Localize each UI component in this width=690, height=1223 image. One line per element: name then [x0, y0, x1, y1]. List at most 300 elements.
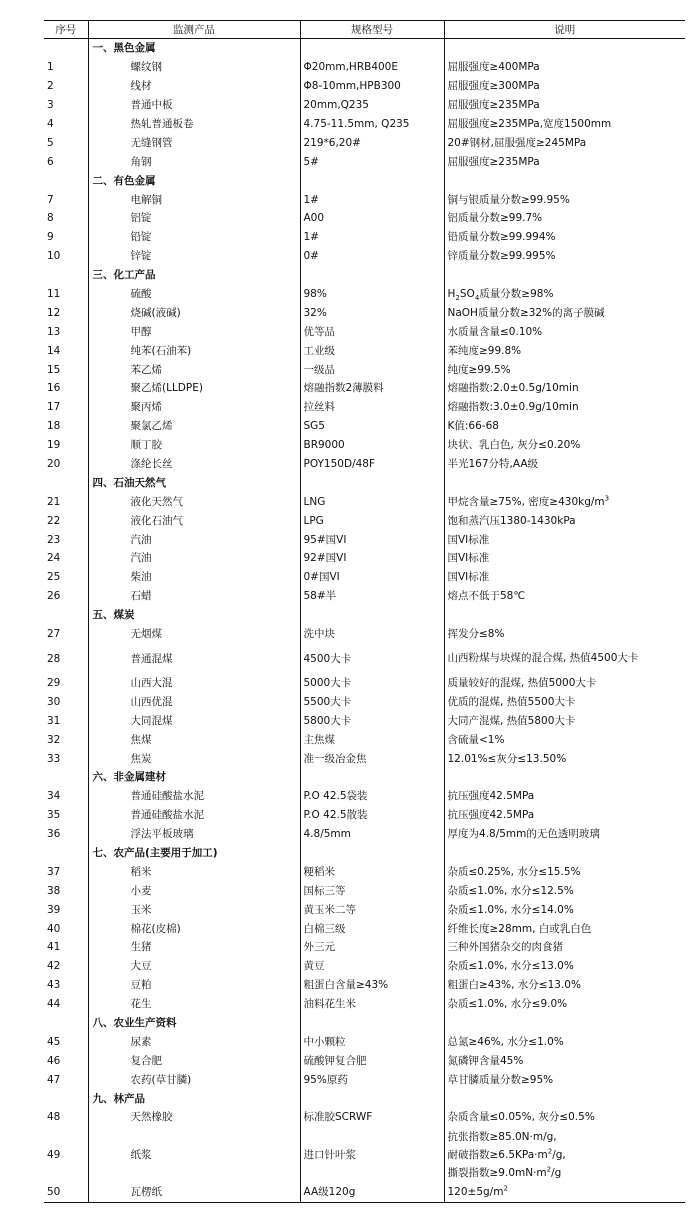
- product-note: 国VI标准: [444, 549, 685, 568]
- row-number: 48: [47, 1111, 61, 1124]
- spec-model: 一级品: [300, 360, 444, 379]
- row-number: 2: [47, 80, 54, 93]
- row-number: 39: [47, 903, 61, 916]
- product-name: 山西大混: [88, 674, 300, 693]
- header-spec: 规格型号: [300, 21, 444, 39]
- table-row: [44, 209, 685, 228]
- row-number: 44: [47, 998, 61, 1011]
- row-number: 5: [47, 136, 54, 149]
- product-note: 国VI标准: [444, 568, 685, 587]
- spec-model: 准一级冶金焦: [300, 749, 444, 768]
- product-note: 抗压强度42.5MPa: [444, 806, 685, 825]
- row-number: 14: [47, 344, 61, 357]
- row-number: 42: [47, 960, 61, 973]
- product-name: 聚丙烯: [88, 398, 300, 417]
- table-row: [44, 900, 685, 919]
- product-name: 汽油: [88, 530, 300, 549]
- product-note: 12.01%≤灰分≤13.50%: [444, 749, 685, 768]
- product-note: 杂质含量≤0.05%, 灰分≤0.5%: [444, 1108, 685, 1127]
- table-row: [44, 417, 685, 436]
- product-name: 苯乙烯: [88, 360, 300, 379]
- spec-model: 92#国VI: [300, 549, 444, 568]
- spec-model: 工业级: [300, 341, 444, 360]
- note-line: [448, 1146, 686, 1164]
- row-number: 6: [47, 155, 54, 168]
- product-name: 大同混煤: [88, 711, 300, 730]
- product-note: 熔点不低于58℃: [444, 587, 685, 606]
- product-name: 豆粕: [88, 976, 300, 995]
- product-note: 山西粉煤与块煤的混合煤, 热值4500大卡: [444, 644, 685, 674]
- spec-model: 黄豆: [300, 957, 444, 976]
- product-name: 铝锭: [88, 209, 300, 228]
- product-name: 硫酸: [88, 285, 300, 304]
- spec-model: LPG: [300, 511, 444, 530]
- product-note: 总氮≥46%, 水分≤1.0%: [444, 1032, 685, 1051]
- spec-model: 硫酸钾复合肥: [300, 1051, 444, 1070]
- table-row: [44, 152, 685, 171]
- section-row: [44, 1089, 685, 1108]
- row-number: 26: [47, 590, 61, 603]
- table-row: [44, 749, 685, 768]
- spec-model: 熔融指数2薄膜料: [300, 379, 444, 398]
- table-row: [44, 1032, 685, 1051]
- product-name: 普通中板: [88, 96, 300, 115]
- product-note: 块状、乳白色, 灰分≤0.20%: [444, 436, 685, 455]
- row-number: 19: [47, 439, 61, 452]
- section-row: [44, 171, 685, 190]
- table-row: [44, 549, 685, 568]
- spec-model: 0#: [300, 247, 444, 266]
- product-name: 农药(草甘膦): [88, 1070, 300, 1089]
- product-name: 普通硅酸盐水泥: [88, 787, 300, 806]
- section-row: [44, 606, 685, 625]
- row-number: 13: [47, 325, 61, 338]
- table-row: [44, 115, 685, 134]
- spec-model: 95%原药: [300, 1070, 444, 1089]
- spec-model: SG5: [300, 417, 444, 436]
- product-spec-table: [44, 20, 685, 1203]
- product-note: 熔融指数:2.0±0.5g/10min: [444, 379, 685, 398]
- product-note: 厚度为4.8/5mm的无色透明玻璃: [444, 825, 685, 844]
- section-spec-cell: [300, 171, 444, 190]
- product-name: 铅锭: [88, 228, 300, 247]
- spec-model: 黄玉米二等: [300, 900, 444, 919]
- table-row: [44, 96, 685, 115]
- spec-model: 1#: [300, 228, 444, 247]
- spec-model: 0#国VI: [300, 568, 444, 587]
- product-note: 国VI标准: [444, 530, 685, 549]
- table-row: [44, 862, 685, 881]
- spec-model: 5800大卡: [300, 711, 444, 730]
- spec-model: A00: [300, 209, 444, 228]
- table-row: [44, 825, 685, 844]
- product-name: 甲醇: [88, 322, 300, 341]
- table-row: [44, 322, 685, 341]
- spec-model: 进口针叶浆: [300, 1127, 444, 1183]
- product-name: 烧碱(液碱): [88, 303, 300, 322]
- note-text: /g,: [552, 1148, 566, 1161]
- section-spec-cell: [300, 266, 444, 285]
- spec-model: 4.75-11.5mm, Q235: [300, 115, 444, 134]
- table-row: [44, 436, 685, 455]
- note-text: H: [447, 288, 456, 301]
- product-note: 苯纯度≥99.8%: [444, 341, 685, 360]
- product-name: 顺丁胶: [88, 436, 300, 455]
- product-name: 棉花(皮棉): [88, 919, 300, 938]
- product-note: 屈服强度≥235MPa: [444, 152, 685, 171]
- product-name: 聚氯乙烯: [88, 417, 300, 436]
- product-note: 屈服强度≥400MPa: [444, 58, 685, 77]
- section-row: [44, 473, 685, 492]
- note-superscript: 2: [546, 1165, 552, 1174]
- row-number: 37: [47, 865, 61, 878]
- spec-model: 主焦煤: [300, 730, 444, 749]
- product-note: 大同产混煤, 热值5800大卡: [444, 711, 685, 730]
- product-name: 纯苯(石油苯): [88, 341, 300, 360]
- spec-model: 32%: [300, 303, 444, 322]
- note-text: 甲烷含量≥75%, 密度≥430kg/m: [447, 495, 605, 508]
- spec-model: 拉丝料: [300, 398, 444, 417]
- table-row: [44, 957, 685, 976]
- row-number: 33: [47, 752, 61, 765]
- table-row: [44, 881, 685, 900]
- product-note: 铅质量分数≥99.994%: [444, 228, 685, 247]
- product-name: 柴油: [88, 568, 300, 587]
- table-row: [44, 360, 685, 379]
- row-number: 4: [47, 118, 54, 130]
- table-row: [44, 692, 685, 711]
- row-number: 32: [47, 733, 61, 746]
- table-row: [44, 1183, 685, 1202]
- section-note-cell: [444, 768, 685, 787]
- product-note: 含硫量<1%: [444, 730, 685, 749]
- section-row: [44, 844, 685, 863]
- section-spec-cell: [300, 844, 444, 863]
- spec-model: 中小颗粒: [300, 1032, 444, 1051]
- row-number: 9: [47, 231, 54, 244]
- product-name: 无烟煤: [88, 625, 300, 644]
- product-note: 杂质≤1.0%, 水分≤12.5%: [444, 881, 685, 900]
- table-row: [44, 1051, 685, 1070]
- table-row: [44, 492, 685, 511]
- product-note: 挥发分≤8%: [444, 625, 685, 644]
- product-note: [444, 1127, 685, 1183]
- note-text: 120±5g/m: [447, 1186, 504, 1199]
- row-number: 15: [47, 363, 61, 376]
- table-row: [44, 1108, 685, 1127]
- product-name: 热轧普通板卷: [88, 115, 300, 134]
- spec-model: LNG: [300, 492, 444, 511]
- spec-model: 58#半: [300, 587, 444, 606]
- row-number: 31: [47, 714, 61, 727]
- table-row: [44, 711, 685, 730]
- row-number: 7: [47, 193, 54, 206]
- product-name: 瓦楞纸: [88, 1183, 300, 1202]
- section-no-cell: [44, 473, 88, 492]
- section-no-cell: [44, 39, 88, 58]
- row-number: 10: [47, 250, 61, 263]
- section-note-cell: [444, 844, 685, 863]
- note-text: 质量分数≥98%: [479, 288, 554, 301]
- spec-model: 1#: [300, 190, 444, 209]
- product-name: 石蜡: [88, 587, 300, 606]
- row-number: 38: [47, 884, 61, 897]
- section-no-cell: [44, 1014, 88, 1033]
- header-note: 说明: [444, 21, 685, 39]
- product-name: 液化天然气: [88, 492, 300, 511]
- table-row: [44, 190, 685, 209]
- row-number: 17: [47, 401, 61, 414]
- section-title: 三、化工产品: [88, 266, 300, 285]
- section-title: 七、农产品(主要用于加工): [88, 844, 300, 863]
- section-no-cell: [44, 768, 88, 787]
- section-row: [44, 768, 685, 787]
- row-number: 40: [47, 922, 61, 935]
- row-number: 29: [47, 676, 61, 689]
- table-row: [44, 806, 685, 825]
- section-spec-cell: [300, 768, 444, 787]
- product-name: 电解铜: [88, 190, 300, 209]
- row-number: 30: [47, 695, 61, 708]
- product-name: 汽油: [88, 549, 300, 568]
- row-number: 45: [47, 1035, 61, 1048]
- product-note: 铝质量分数≥99.7%: [444, 209, 685, 228]
- product-name: 普通混煤: [88, 644, 300, 674]
- product-note: 粗蛋白≥43%, 水分≤13.0%: [444, 976, 685, 995]
- section-title: 一、黑色金属: [88, 39, 300, 58]
- spec-model: 5000大卡: [300, 674, 444, 693]
- product-note: 屈服强度≥235MPa,宽度1500mm: [444, 115, 685, 134]
- spec-model: 白棉三级: [300, 919, 444, 938]
- product-note: 铜与银质量分数≥99.95%: [444, 190, 685, 209]
- product-name: 焦炭: [88, 749, 300, 768]
- product-name: 聚乙烯(LLDPE): [88, 379, 300, 398]
- section-no-cell: [44, 844, 88, 863]
- row-number: 36: [47, 828, 61, 841]
- row-number: 35: [47, 809, 61, 822]
- product-name: 角钢: [88, 152, 300, 171]
- product-name: 山西优混: [88, 692, 300, 711]
- product-note: 抗压强度42.5MPa: [444, 787, 685, 806]
- table-row: [44, 228, 685, 247]
- table-row: [44, 58, 685, 77]
- spec-model: 95#国VI: [300, 530, 444, 549]
- section-row: [44, 1014, 685, 1033]
- row-number: 16: [47, 382, 61, 395]
- table-row: [44, 285, 685, 304]
- table-row: [44, 455, 685, 474]
- row-number: 1: [47, 61, 54, 74]
- note-text: /g: [551, 1166, 562, 1179]
- product-name: 天然橡胶: [88, 1108, 300, 1127]
- spec-model: 外三元: [300, 938, 444, 957]
- section-note-cell: [444, 1014, 685, 1033]
- product-name: 液化石油气: [88, 511, 300, 530]
- section-note-cell: [444, 171, 685, 190]
- spec-model: 219*6,20#: [300, 133, 444, 152]
- spec-model: 油料花生米: [300, 995, 444, 1014]
- row-number: 8: [47, 212, 54, 225]
- row-number: 28: [47, 652, 61, 665]
- product-note: 优质的混煤, 热值5500大卡: [444, 692, 685, 711]
- table-row: [44, 976, 685, 995]
- product-name: 花生: [88, 995, 300, 1014]
- section-note-cell: [444, 266, 685, 285]
- section-note-cell: [444, 606, 685, 625]
- section-title: 九、林产品: [88, 1089, 300, 1108]
- spec-model: 粗蛋白含量≥43%: [300, 976, 444, 995]
- section-spec-cell: [300, 39, 444, 58]
- table-row: [44, 625, 685, 644]
- product-name: 大豆: [88, 957, 300, 976]
- row-number: 12: [47, 306, 61, 319]
- note-subscript: 2: [455, 294, 460, 303]
- row-number: 47: [47, 1073, 61, 1086]
- section-note-cell: [444, 1089, 685, 1108]
- table-row: [44, 919, 685, 938]
- section-note-cell: [444, 473, 685, 492]
- section-title: 四、石油天然气: [88, 473, 300, 492]
- spec-model: AA级120g: [300, 1183, 444, 1202]
- note-line: 抗张指数≥85.0N·m/g,: [447, 1130, 557, 1143]
- section-no-cell: [44, 266, 88, 285]
- product-name: 螺纹钢: [88, 58, 300, 77]
- spec-model: 优等品: [300, 322, 444, 341]
- table-row: [44, 379, 685, 398]
- product-note: 纤维长度≥28mm, 白或乳白色: [444, 919, 685, 938]
- product-name: 普通硅酸盐水泥: [88, 806, 300, 825]
- table-row: [44, 341, 685, 360]
- product-name: 线材: [88, 77, 300, 96]
- product-name: 无缝钢管: [88, 133, 300, 152]
- section-spec-cell: [300, 1089, 444, 1108]
- spec-model: 4.8/5mm: [300, 825, 444, 844]
- product-note: 熔融指数:3.0±0.9g/10min: [444, 398, 685, 417]
- note-superscript: 2: [503, 1184, 508, 1193]
- row-number: 24: [47, 552, 61, 565]
- spec-model: 20mm,Q235: [300, 96, 444, 115]
- spec-model: P.O 42.5散装: [300, 806, 444, 825]
- row-number: 3: [47, 99, 54, 112]
- product-name: 锌锭: [88, 247, 300, 266]
- section-title: 八、农业生产资料: [88, 1014, 300, 1033]
- table-row: [44, 730, 685, 749]
- product-note: 杂质≤1.0%, 水分≤9.0%: [444, 995, 685, 1014]
- product-note: 草甘膦质量分数≥95%: [444, 1070, 685, 1089]
- product-note: 屈服强度≥300MPa: [444, 77, 685, 96]
- note-text: 耐破指数≥6.5KPa·m: [447, 1148, 548, 1161]
- product-note: 纯度≥99.5%: [444, 360, 685, 379]
- note-subscript: 4: [474, 294, 480, 303]
- section-title: 六、非金属建材: [88, 768, 300, 787]
- product-note: 氮磷钾含量45%: [444, 1051, 685, 1070]
- product-name: 浮法平板玻璃: [88, 825, 300, 844]
- table-row: [44, 511, 685, 530]
- section-spec-cell: [300, 606, 444, 625]
- product-note: 杂质≤1.0%, 水分≤13.0%: [444, 957, 685, 976]
- product-name: 玉米: [88, 900, 300, 919]
- note-superscript: 3: [604, 494, 610, 503]
- spec-model: 5500大卡: [300, 692, 444, 711]
- product-note: 20#钢材,屈服强度≥245MPa: [444, 133, 685, 152]
- row-number: 18: [47, 420, 61, 433]
- row-number: 41: [47, 941, 61, 954]
- product-note: 杂质≤1.0%, 水分≤14.0%: [444, 900, 685, 919]
- product-note: [444, 492, 685, 511]
- section-no-cell: [44, 1089, 88, 1108]
- table-row: [44, 644, 685, 674]
- table-header-row: [44, 21, 685, 39]
- spec-model: 5#: [300, 152, 444, 171]
- row-number: 23: [47, 533, 61, 546]
- table-row: [44, 938, 685, 957]
- row-number: 22: [47, 514, 61, 527]
- section-title: 五、煤炭: [88, 606, 300, 625]
- product-note: [444, 1183, 685, 1202]
- product-name: 生猪: [88, 938, 300, 957]
- spec-model: Φ20mm,HRB400E: [300, 58, 444, 77]
- row-number: 27: [47, 628, 61, 641]
- section-no-cell: [44, 606, 88, 625]
- note-line: [448, 1164, 686, 1182]
- table-row: [44, 398, 685, 417]
- table-row: [44, 77, 685, 96]
- table-row: [44, 787, 685, 806]
- product-note: 半光167分特,AA级: [444, 455, 685, 474]
- spec-model: POY150D/48F: [300, 455, 444, 474]
- spec-model: BR9000: [300, 436, 444, 455]
- table-row: [44, 1070, 685, 1089]
- product-note: 三种外国猪杂交的肉食猪: [444, 938, 685, 957]
- table-row: [44, 303, 685, 322]
- row-number: 25: [47, 571, 61, 584]
- spec-model: 洗中块: [300, 625, 444, 644]
- table-row: [44, 587, 685, 606]
- product-note: K值:66-68: [444, 417, 685, 436]
- section-row: [44, 266, 685, 285]
- product-name: 焦煤: [88, 730, 300, 749]
- section-spec-cell: [300, 1014, 444, 1033]
- spec-model: 标准胶SCRWF: [300, 1108, 444, 1127]
- product-name: 稻米: [88, 862, 300, 881]
- spec-model: 国标三等: [300, 881, 444, 900]
- note-text: 撕裂指数≥9.0mN·m: [447, 1166, 547, 1179]
- header-no: 序号: [44, 21, 88, 39]
- document-page: [44, 20, 685, 1203]
- table-row: [44, 133, 685, 152]
- spec-model: 4500大卡: [300, 644, 444, 674]
- row-number: 20: [47, 458, 61, 471]
- section-note-cell: [444, 39, 685, 58]
- section-spec-cell: [300, 473, 444, 492]
- product-note: 水质量含量≤0.10%: [444, 322, 685, 341]
- row-number: 21: [47, 495, 61, 508]
- table-row: [44, 568, 685, 587]
- table-row: [44, 530, 685, 549]
- product-note: 质量较好的混煤, 热值5000大卡: [444, 674, 685, 693]
- product-note: 饱和蒸汽压1380-1430kPa: [444, 511, 685, 530]
- table-row: [44, 674, 685, 693]
- table-row: [44, 995, 685, 1014]
- product-name: 复合肥: [88, 1051, 300, 1070]
- section-title: 二、有色金属: [88, 171, 300, 190]
- product-note: 杂质≤0.25%, 水分≤15.5%: [444, 862, 685, 881]
- row-number: 43: [47, 979, 61, 992]
- product-note: [444, 285, 685, 304]
- row-number: 50: [44, 1183, 88, 1202]
- spec-model: 粳稻米: [300, 862, 444, 881]
- spec-model: Φ8-10mm,HPB300: [300, 77, 444, 96]
